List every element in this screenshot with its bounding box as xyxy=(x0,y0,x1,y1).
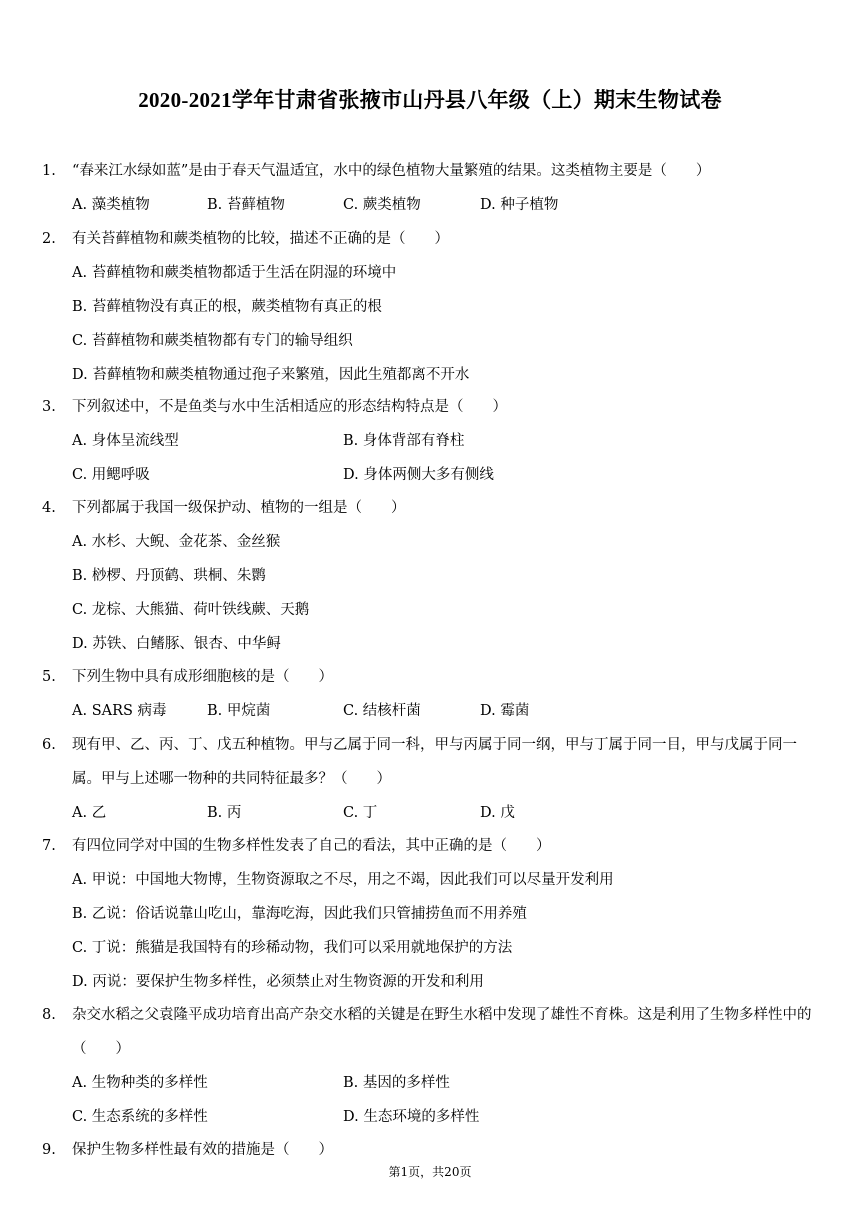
option-b: B. 苔藓植物 xyxy=(207,197,285,213)
option-a: A. SARS 病毒 xyxy=(72,703,167,719)
option-b: B. 甲烷菌 xyxy=(207,703,271,719)
question-number: 2. xyxy=(42,231,56,247)
question-3 xyxy=(42,390,820,492)
option-d: D. 生态环境的多样性 xyxy=(343,1109,480,1125)
option-c: C. 龙棕、大熊猫、荷叶铁线蕨、天鹅 xyxy=(72,602,310,618)
question-6 xyxy=(42,728,820,830)
question-text: 下列都属于我国一级保护动、植物的一组是（ ） xyxy=(72,500,406,516)
option-c: C. 生态系统的多样性 xyxy=(72,1109,208,1125)
page-title: 2020-2021学年甘肃省张掖市山丹县八年级（上）期末生物试卷 xyxy=(138,88,722,112)
option-c: C. 结核杆菌 xyxy=(343,703,421,719)
question-number: 6. xyxy=(42,737,56,753)
question-text: 有四位同学对中国的生物多样性发表了自己的看法，其中正确的是（ ） xyxy=(72,838,551,854)
question-number: 1. xyxy=(42,163,56,179)
option-a: A. 甲说：中国地大物博，生物资源取之不尽，用之不竭，因此我们可以尽量开发利用 xyxy=(72,872,614,888)
option-a: A. 藻类植物 xyxy=(72,197,150,213)
question-4 xyxy=(42,491,820,661)
question-text: 下列生物中具有成形细胞核的是（ ） xyxy=(72,669,333,685)
option-c: C. 苔藓植物和蕨类植物都有专门的输导组织 xyxy=(72,333,353,349)
option-d: D. 丙说：要保护生物多样性，必须禁止对生物资源的开发和利用 xyxy=(72,974,484,990)
question-8 xyxy=(42,998,820,1134)
option-d: D. 戊 xyxy=(480,805,515,821)
option-c: C. 丁 xyxy=(343,805,378,821)
option-b: B. 桫椤、丹顶鹤、珙桐、朱鹮 xyxy=(72,568,266,584)
option-d: D. 霉菌 xyxy=(480,703,530,719)
question-text: 杂交水稻之父袁隆平成功培育出高产杂交水稻的关键是在野生水稻中发现了雄性不育株。这是利用了生物多样性中的（ ） xyxy=(72,1007,812,1057)
question-number: 9. xyxy=(42,1142,56,1158)
question-text: 现有甲、乙、丙、丁、戊五种植物。甲与乙属于同一科，甲与丙属于同一纲，甲与丁属于同一目，甲与戊属于同一属。甲与上述哪一物种的共同特征最多？（ ） xyxy=(72,737,797,787)
option-c: C. 蕨类植物 xyxy=(343,197,421,213)
option-a: A. 乙 xyxy=(72,805,107,821)
question-text: “春来江水绿如蓝”是由于春天气温适宜，水中的绿色植物大量繁殖的结果。这类植物主要是（ ） xyxy=(72,163,711,179)
option-c: C. 丁说：熊猫是我国特有的珍稀动物，我们可以采用就地保护的方法 xyxy=(72,940,513,956)
option-d: D. 身体两侧大多有侧线 xyxy=(343,467,494,483)
option-b: B. 丙 xyxy=(207,805,242,821)
question-1 xyxy=(42,154,820,222)
question-text: 有关苔藓植物和蕨类植物的比较，描述不正确的是（ ） xyxy=(72,231,449,247)
option-d: D. 苏铁、白鳍豚、银杏、中华鲟 xyxy=(72,636,281,652)
question-2 xyxy=(42,222,820,392)
option-d: D. 苔藓植物和蕨类植物通过孢子来繁殖，因此生殖都离不开水 xyxy=(72,367,470,383)
option-d: D. 种子植物 xyxy=(480,197,559,213)
option-a: A. 身体呈流线型 xyxy=(72,433,179,449)
question-number: 8. xyxy=(42,1007,56,1023)
question-number: 4. xyxy=(42,500,56,516)
question-number: 7. xyxy=(42,838,56,854)
question-text: 下列叙述中，不是鱼类与水中生活相适应的形态结构特点是（ ） xyxy=(72,399,507,415)
option-b: B. 苔藓植物没有真正的根，蕨类植物有真正的根 xyxy=(72,299,382,315)
page-footer: 第1页，共20页 xyxy=(388,1165,472,1179)
option-b: B. 身体背部有脊柱 xyxy=(343,433,465,449)
option-b: B. 乙说：俗话说靠山吃山，靠海吃海，因此我们只管捕捞鱼而不用养殖 xyxy=(72,906,527,922)
option-a: A. 水杉、大鲵、金花茶、金丝猴 xyxy=(72,534,281,550)
question-text: 保护生物多样性最有效的措施是（ ） xyxy=(72,1142,333,1158)
option-c: C. 用鳃呼吸 xyxy=(72,467,150,483)
question-number: 5. xyxy=(42,669,56,685)
question-5 xyxy=(42,660,820,728)
question-number: 3. xyxy=(42,399,56,415)
question-7 xyxy=(42,829,820,999)
option-a: A. 生物种类的多样性 xyxy=(72,1075,208,1091)
question-9 xyxy=(42,1133,820,1167)
option-a: A. 苔藓植物和蕨类植物都适于生活在阴湿的环境中 xyxy=(72,265,397,281)
option-b: B. 基因的多样性 xyxy=(343,1075,450,1091)
